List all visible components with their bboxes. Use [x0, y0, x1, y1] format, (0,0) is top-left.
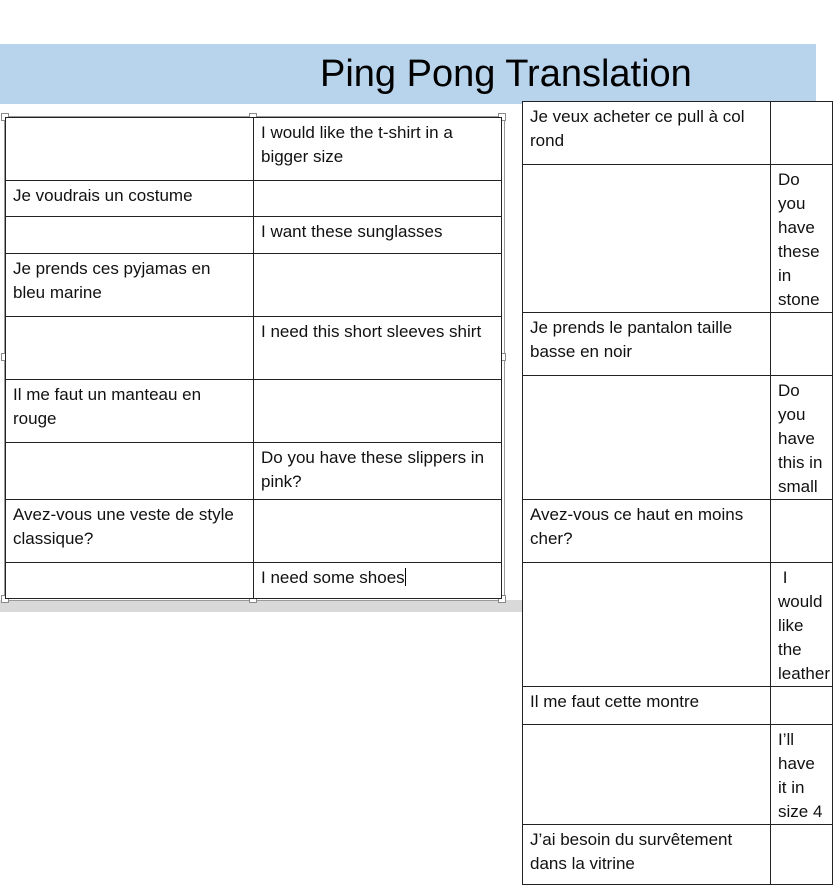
english-cell[interactable]: Do you have this in small — [771, 376, 833, 500]
english-cell[interactable] — [771, 102, 833, 165]
french-cell[interactable] — [523, 725, 771, 825]
table-row — [6, 118, 502, 181]
table-row — [523, 102, 833, 165]
english-cell[interactable] — [771, 825, 833, 885]
table-row — [523, 313, 833, 376]
french-cell[interactable]: Il me faut cette montre — [523, 687, 771, 725]
english-cell[interactable]: Do you have these slippers in pink? — [254, 443, 502, 500]
table-row — [6, 380, 502, 443]
table-row — [6, 317, 502, 380]
english-cell[interactable] — [771, 313, 833, 376]
english-cell[interactable]: Do you have these in stone — [771, 165, 833, 313]
french-cell[interactable]: Je prends le pantalon taille basse en noir — [523, 313, 771, 376]
english-cell[interactable] — [254, 181, 502, 217]
french-cell[interactable]: Avez-vous une veste de style classique? — [6, 500, 254, 563]
table-row — [523, 376, 833, 500]
english-cell[interactable] — [254, 380, 502, 443]
table-row — [523, 825, 833, 885]
french-cell[interactable] — [6, 563, 254, 599]
french-cell[interactable]: Avez-vous ce haut en moins cher? — [523, 500, 771, 563]
table-row — [6, 254, 502, 317]
english-cell-active[interactable] — [254, 563, 502, 599]
french-cell[interactable] — [6, 443, 254, 500]
french-cell-text: Je veux acheter ce pull à col rond — [530, 107, 745, 150]
table-row — [523, 687, 833, 725]
english-cell[interactable]: I need this short sleeves shirt — [254, 317, 502, 380]
english-cell[interactable]: I’ll have it in size 4 — [771, 725, 833, 825]
english-cell[interactable] — [254, 254, 502, 317]
text-cursor — [405, 568, 406, 586]
table-row — [6, 500, 502, 563]
table-row — [6, 563, 502, 599]
french-cell[interactable]: Je prends ces pyjamas en bleu marine — [6, 254, 254, 317]
english-cell[interactable] — [771, 500, 833, 563]
table-row — [523, 563, 833, 687]
french-cell[interactable] — [523, 563, 771, 687]
page-title: Ping Pong Translation — [320, 53, 692, 95]
english-cell[interactable] — [771, 687, 833, 725]
french-cell[interactable] — [523, 102, 771, 165]
table-row — [523, 725, 833, 825]
table-row — [523, 500, 833, 563]
french-cell[interactable] — [523, 165, 771, 313]
table-row — [6, 181, 502, 217]
table-row — [523, 165, 833, 313]
table-row — [6, 443, 502, 500]
english-cell[interactable]: I want these sunglasses — [254, 217, 502, 254]
english-cell[interactable]: I would like the t-shirt in a bigger size — [254, 118, 502, 181]
english-cell[interactable]: I would like the leather — [771, 563, 833, 687]
french-cell[interactable]: Je voudrais un costume — [6, 181, 254, 217]
french-cell[interactable] — [523, 376, 771, 500]
french-cell[interactable]: J’ai besoin du survêtement dans la vitrine — [523, 825, 771, 885]
table-row — [6, 217, 502, 254]
left-translation-table — [5, 117, 502, 599]
french-cell[interactable] — [6, 217, 254, 254]
french-cell[interactable] — [6, 317, 254, 380]
french-cell[interactable]: Il me faut un manteau en rouge — [6, 380, 254, 443]
right-translation-table — [522, 101, 833, 885]
english-cell-text: I need some shoes — [261, 568, 405, 587]
french-cell[interactable] — [6, 118, 254, 181]
english-cell[interactable] — [254, 500, 502, 563]
